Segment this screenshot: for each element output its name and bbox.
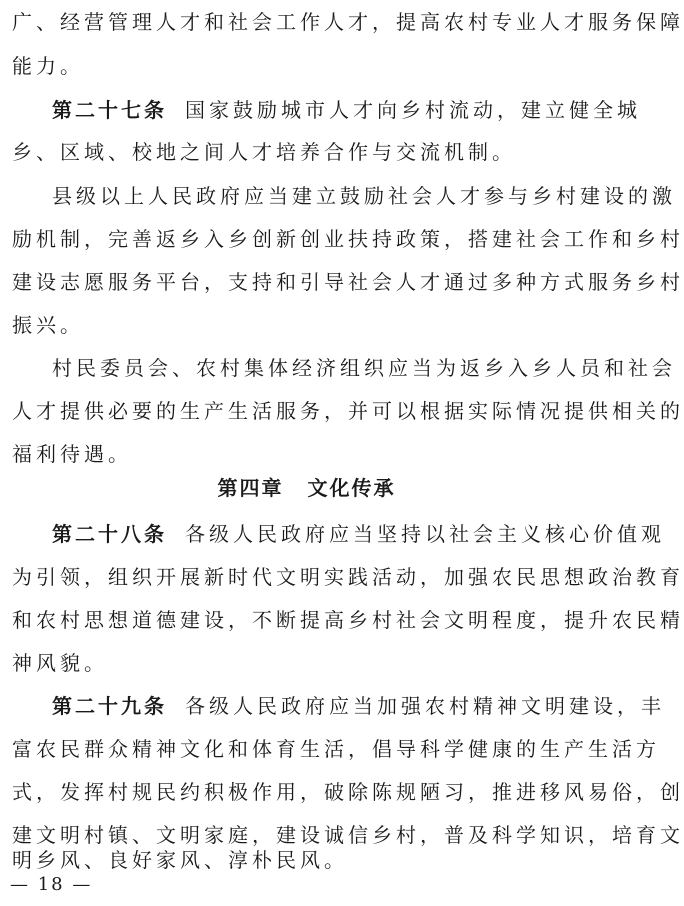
paragraph-line: 县级以上人民政府应当建立鼓励社会人才参与乡村建设的激 xyxy=(52,184,676,208)
paragraph-line: 励机制，完善返乡入乡创新创业扶持政策，搭建社会工作和乡村 xyxy=(12,227,684,251)
paragraph-line: 人才提供必要的生产生活服务，并可以根据实际情况提供相关的 xyxy=(12,399,684,423)
paragraph-line: 富农民群众精神文化和体育生活，倡导科学健康的生产生活方 xyxy=(12,737,660,761)
paragraph-line: 福利待遇。 xyxy=(12,442,132,466)
chapter-heading xyxy=(0,474,613,502)
paragraph-line: 能力。 xyxy=(12,54,84,78)
paragraph-line: 明乡风、良好家风、淳朴民风。 xyxy=(12,848,348,872)
paragraph-line: 式，发挥村规民约积极作用，破除陈规陋习，推进移风易俗，创 xyxy=(12,780,684,804)
chapter-title: 文化传承 xyxy=(307,476,396,500)
article-29-first-line xyxy=(52,692,665,720)
article-28-first-line xyxy=(52,520,665,548)
paragraph-line: 神风貌。 xyxy=(12,651,108,675)
article-number: 第二十八条 xyxy=(52,522,167,546)
paragraph-line: 和农村思想道德建设，不断提高乡村社会文明程度，提升农民精 xyxy=(12,608,684,632)
article-27-first-line xyxy=(52,96,641,124)
paragraph-line: 建文明村镇、文明家庭，建设诚信乡村，普及科学知识，培育文 xyxy=(12,823,684,847)
article-text: 国家鼓励城市人才向乡村流动，建立健全城 xyxy=(185,98,641,122)
paragraph-line: 振兴。 xyxy=(12,313,84,337)
paragraph-line: 乡、区域、校地之间人才培养合作与交流机制。 xyxy=(12,140,516,164)
article-text: 各级人民政府应当坚持以社会主义核心价值观 xyxy=(185,522,665,546)
paragraph-line: 村民委员会、农村集体经济组织应当为返乡入乡人员和社会 xyxy=(52,356,676,380)
chapter-number: 第四章 xyxy=(217,476,284,500)
paragraph-line: 为引领，组织开展新时代文明实践活动，加强农民思想政治教育 xyxy=(12,565,684,589)
paragraph-line: 建设志愿服务平台，支持和引导社会人才通过多种方式服务乡村 xyxy=(12,270,684,294)
article-number: 第二十九条 xyxy=(52,694,167,718)
paragraph-line: 广、经营管理人才和社会工作人才，提高农村专业人才服务保障 xyxy=(12,10,684,34)
article-text: 各级人民政府应当加强农村精神文明建设，丰 xyxy=(185,694,665,718)
page-number: — 18 — xyxy=(10,874,93,895)
article-number: 第二十七条 xyxy=(52,98,167,122)
